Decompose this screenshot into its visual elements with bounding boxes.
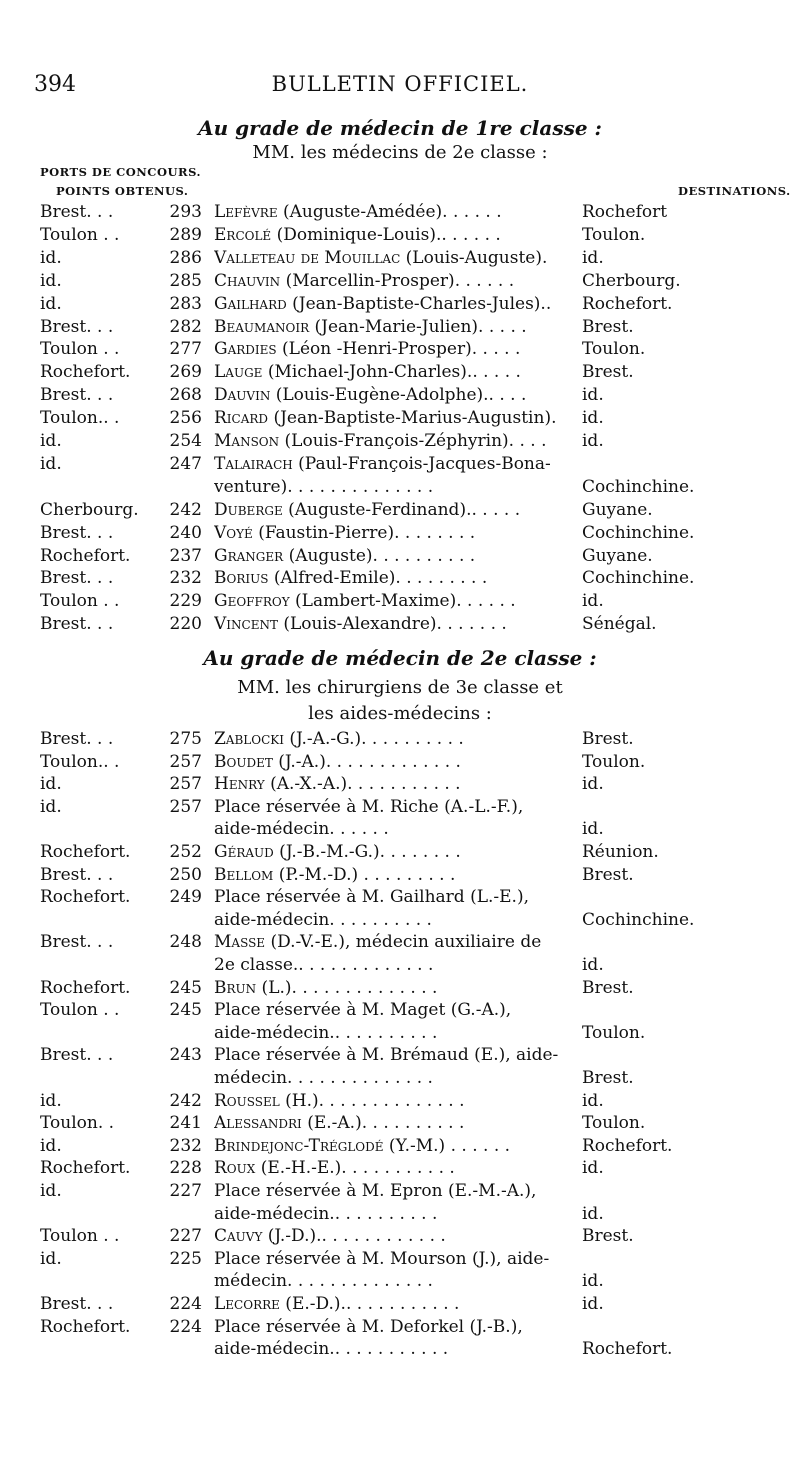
destination-cell: Cochinchine.	[582, 522, 695, 543]
points-cell: 241	[169, 1113, 202, 1134]
surname: Gailhard	[214, 293, 287, 314]
surname: Gardies	[214, 339, 277, 360]
name-cell: Voyé (Faustin-Pierre). . . . . . . .	[214, 522, 476, 543]
points-cell: 286	[169, 247, 202, 268]
destination-cell: id.	[582, 385, 604, 406]
destination-cell: Rochefort.	[582, 293, 673, 314]
points-cell: 254	[169, 431, 202, 451]
destination-cell: id.	[582, 1294, 604, 1314]
destination-cell: Brest.	[582, 864, 634, 885]
points-cell: 289	[169, 224, 202, 245]
name-cell: aide-médecin.. . . . . . . . . .	[214, 1203, 438, 1224]
destination-cell: id.	[582, 1158, 604, 1179]
destination-cell: id.	[582, 955, 604, 975]
name-cell: Gailhard (Jean-Baptiste-Charles-Jules)..	[214, 293, 552, 314]
running-head	[34, 72, 766, 102]
port-cell: Brest. . .	[40, 202, 114, 222]
destination-cell: Brest.	[582, 1068, 634, 1088]
section-intro-second-class-line1: MM. les chirurgiens de 3e classe et	[237, 677, 563, 698]
destination-cell: id.	[582, 431, 604, 451]
port-cell: Toulon . .	[40, 339, 120, 360]
name-cell: Vincent (Louis-Alexandre). . . . . . .	[214, 614, 507, 635]
points-cell: 252	[169, 842, 202, 862]
surname: Masse	[214, 932, 266, 953]
name-cell: Brun (L.). . . . . . . . . . . . . .	[214, 977, 438, 998]
name-cell: Roussel (H.). . . . . . . . . . . . . .	[214, 1090, 465, 1111]
destination-cell: id.	[582, 591, 604, 612]
port-cell: Toulon . .	[40, 1000, 120, 1021]
port-cell: Toulon.. .	[40, 751, 120, 772]
destination-cell: id.	[582, 774, 604, 795]
name-cell: médecin. . . . . . . . . . . . . .	[214, 1068, 433, 1088]
section-heading-second-class: Au grade de médecin de 2e classe :	[203, 646, 597, 670]
points-cell: 245	[169, 1000, 202, 1021]
name-cell: Beaumanoir (Jean-Marie-Julien). . . . .	[214, 316, 527, 337]
destination-cell: id.	[582, 1203, 604, 1224]
port-cell: Brest. . .	[40, 1294, 114, 1314]
points-cell: 269	[169, 362, 202, 383]
name-cell: Lecorre (E.-D.).. . . . . . . . . . .	[214, 1294, 460, 1314]
surname: Chauvin	[214, 270, 281, 291]
port-cell: Rochefort.	[40, 1316, 131, 1337]
surname: Ercolé	[214, 224, 272, 245]
port-cell: Rochefort.	[40, 842, 131, 862]
surname: Talairach	[214, 453, 293, 474]
port-cell: Rochefort.	[40, 977, 131, 998]
port-cell: Brest. . .	[40, 614, 114, 635]
name-cell: Place réservée à M. Epron (E.-M.-A.),	[214, 1181, 537, 1201]
name-cell: Roux (E.-H.-E.). . . . . . . . . . .	[214, 1158, 455, 1179]
port-cell: Brest. . .	[40, 1045, 114, 1066]
port-cell: Brest. . .	[40, 316, 114, 337]
points-cell: 256	[169, 408, 202, 429]
port-cell: id.	[40, 774, 62, 795]
name-cell: aide-médecin.. . . . . . . . . . .	[214, 1339, 449, 1360]
surname: Brun	[214, 977, 257, 998]
name-cell: Zablocki (J.-A.-G.). . . . . . . . . .	[214, 729, 464, 749]
points-cell: 227	[169, 1181, 202, 1201]
name-cell: Place réservée à M. Riche (A.-L.-F.),	[214, 796, 524, 817]
port-cell: Rochefort.	[40, 545, 131, 566]
name-cell: 2e classe.. . . . . . . . . . . . .	[214, 955, 434, 975]
page-number: 394	[34, 72, 76, 97]
points-cell: 249	[169, 887, 202, 908]
points-cell: 232	[169, 1135, 202, 1156]
points-cell: 228	[169, 1158, 202, 1179]
name-cell: Masse (D.-V.-E.), médecin auxiliaire de	[214, 932, 542, 953]
destination-cell: Réunion.	[582, 842, 659, 862]
points-cell: 257	[169, 774, 202, 795]
surname: Boudet	[214, 751, 273, 772]
surname: Manson	[214, 431, 280, 451]
name-cell: médecin. . . . . . . . . . . . . .	[214, 1271, 433, 1292]
surname: Geoffroy	[214, 591, 290, 612]
surname: Henry	[214, 774, 265, 795]
port-cell: id.	[40, 270, 62, 291]
destination-cell: Guyane.	[582, 499, 653, 520]
name-cell: Boudet (J.-A.). . . . . . . . . . . . .	[214, 751, 461, 772]
name-cell: Brindejonc-Tréglodé (Y.-M.) . . . . . .	[214, 1135, 511, 1156]
name-cell: Henry (A.-X.-A.). . . . . . . . . . .	[214, 774, 461, 795]
points-cell: 283	[169, 293, 202, 314]
port-cell: id.	[40, 1090, 62, 1111]
port-cell: Toulon. .	[40, 1113, 115, 1134]
name-cell: Place réservée à M. Brémaud (E.), aide-	[214, 1045, 559, 1066]
name-cell: aide-médecin.. . . . . . . . . .	[214, 1022, 438, 1043]
column-header-destinations: DESTINATIONS.	[678, 184, 791, 198]
points-cell: 248	[169, 932, 202, 953]
points-cell: 275	[169, 729, 202, 749]
journal-title: BULLETIN OFFICIEL.	[271, 72, 529, 96]
surname: Roussel	[214, 1090, 280, 1111]
name-cell: Borius (Alfred-Emile). . . . . . . . .	[214, 568, 488, 589]
destination-cell: Brest.	[582, 362, 634, 383]
port-cell: Brest. . .	[40, 932, 114, 953]
points-cell: 250	[169, 864, 202, 885]
destination-cell: Brest.	[582, 316, 634, 337]
points-cell: 245	[169, 977, 202, 998]
name-cell: Duberge (Auguste-Ferdinand).. . . . .	[214, 499, 521, 520]
points-cell: 285	[169, 270, 202, 291]
port-cell: id.	[40, 1135, 62, 1156]
destination-cell: Cherbourg.	[582, 270, 681, 291]
destination-cell: Rochefort.	[582, 1339, 673, 1360]
name-cell: Chauvin (Marcellin-Prosper). . . . . .	[214, 270, 515, 291]
destination-cell: Brest.	[582, 977, 634, 998]
points-cell: 277	[169, 339, 202, 360]
name-cell: venture). . . . . . . . . . . . . .	[214, 476, 434, 497]
port-cell: Cherbourg.	[40, 499, 139, 520]
surname: Brindejonc-Tréglodé	[214, 1135, 384, 1156]
destination-cell: Guyane.	[582, 545, 653, 566]
points-cell: 257	[169, 751, 202, 772]
name-cell: Ercolé (Dominique-Louis).. . . . . .	[214, 224, 501, 245]
points-cell: 224	[169, 1294, 202, 1314]
name-cell: aide-médecin. . . . . .	[214, 819, 389, 840]
destination-cell: Toulon.	[582, 1022, 646, 1043]
name-cell: Dauvin (Louis-Eugène-Adolphe).. . . .	[214, 385, 527, 406]
surname: Valleteau de Mouillac	[214, 247, 401, 268]
points-cell: 225	[169, 1248, 202, 1269]
name-cell: Geoffroy (Lambert-Maxime). . . . . .	[214, 591, 516, 612]
points-cell: 293	[169, 202, 202, 222]
surname: Roux	[214, 1158, 256, 1179]
points-cell: 237	[169, 545, 202, 566]
destination-cell: Toulon.	[582, 751, 646, 772]
surname: Lecorre	[214, 1294, 280, 1314]
surname: Dauvin	[214, 385, 271, 406]
surname: Lefèvre	[214, 202, 278, 222]
surname: Borius	[214, 568, 269, 589]
points-cell: 282	[169, 316, 202, 337]
destination-cell: id.	[582, 1090, 604, 1111]
port-cell: id.	[40, 431, 62, 451]
column-header-points: POINTS OBTENUS.	[56, 184, 189, 198]
surname: Lauge	[214, 362, 263, 383]
destination-cell: id.	[582, 819, 604, 840]
port-cell: Toulon.. .	[40, 408, 120, 429]
destination-cell: Toulon.	[582, 339, 646, 360]
surname: Ricard	[214, 408, 269, 429]
column-header-ports: PORTS DE CONCOURS.	[40, 165, 201, 179]
destination-cell: Cochinchine.	[582, 476, 695, 497]
name-cell: Manson (Louis-François-Zéphyrin). . . .	[214, 431, 547, 451]
name-cell: Géraud (J.-B.-M.-G.). . . . . . . .	[214, 842, 461, 862]
points-cell: 243	[169, 1045, 202, 1066]
points-cell: 232	[169, 568, 202, 589]
surname: Duberge	[214, 499, 283, 520]
surname: Géraud	[214, 842, 274, 862]
destination-cell: id.	[582, 247, 604, 268]
destination-cell: Cochinchine.	[582, 568, 695, 589]
destination-cell: Toulon.	[582, 1113, 646, 1134]
name-cell: Gardies (Léon -Henri-Prosper). . . . .	[214, 339, 521, 360]
points-cell: 268	[169, 385, 202, 406]
points-cell: 224	[169, 1316, 202, 1337]
surname: Granger	[214, 545, 284, 566]
surname: Bellom	[214, 864, 274, 885]
section-intro-second-class-line2: les aides-médecins :	[308, 703, 492, 724]
port-cell: Brest. . .	[40, 568, 114, 589]
points-cell: 242	[169, 1090, 202, 1111]
port-cell: Brest. . .	[40, 729, 114, 749]
points-cell: 247	[169, 453, 202, 474]
section-intro-first-class: MM. les médecins de 2e classe :	[252, 142, 548, 163]
port-cell: Rochefort.	[40, 1158, 131, 1179]
port-cell: id.	[40, 247, 62, 268]
port-cell: Brest. . .	[40, 385, 114, 406]
port-cell: Toulon . .	[40, 1226, 120, 1247]
surname: Alessandri	[214, 1113, 302, 1134]
name-cell: Place réservée à M. Deforkel (J.-B.),	[214, 1316, 523, 1337]
port-cell: id.	[40, 796, 62, 817]
port-cell: id.	[40, 293, 62, 314]
points-cell: 227	[169, 1226, 202, 1247]
name-cell: Place réservée à M. Gailhard (L.-E.),	[214, 887, 529, 908]
name-cell: Alessandri (E.-A.). . . . . . . . . .	[214, 1113, 465, 1134]
name-cell: Lefèvre (Auguste-Amédée). . . . . .	[214, 202, 502, 222]
name-cell: Valleteau de Mouillac (Louis-Auguste).	[214, 247, 548, 268]
port-cell: id.	[40, 1181, 62, 1201]
points-cell: 229	[169, 591, 202, 612]
destination-cell: Brest.	[582, 729, 634, 749]
name-cell: Bellom (P.-M.-D.) . . . . . . . . .	[214, 864, 456, 885]
name-cell: aide-médecin. . . . . . . . . .	[214, 909, 432, 930]
destination-cell: id.	[582, 1271, 604, 1292]
name-cell: Place réservée à M. Mourson (J.), aide-	[214, 1248, 550, 1269]
port-cell: Rochefort.	[40, 887, 131, 908]
destination-cell: Brest.	[582, 1226, 634, 1247]
surname: Voyé	[214, 522, 253, 543]
port-cell: Toulon . .	[40, 224, 120, 245]
destination-cell: Toulon.	[582, 224, 646, 245]
port-cell: id.	[40, 1248, 62, 1269]
section-heading-first-class: Au grade de médecin de 1re classe :	[198, 116, 602, 140]
surname: Vincent	[214, 614, 278, 635]
surname: Beaumanoir	[214, 316, 310, 337]
name-cell: Cauvy (J.-D.).. . . . . . . . . . . .	[214, 1226, 446, 1247]
port-cell: id.	[40, 453, 62, 474]
port-cell: Rochefort.	[40, 362, 131, 383]
destination-cell: Rochefort.	[582, 1135, 673, 1156]
name-cell: Granger (Auguste). . . . . . . . . .	[214, 545, 476, 566]
port-cell: Brest. . .	[40, 522, 114, 543]
name-cell: Ricard (Jean-Baptiste-Marius-Augustin).	[214, 408, 557, 429]
points-cell: 240	[169, 522, 202, 543]
points-cell: 220	[169, 614, 202, 635]
points-cell: 257	[169, 796, 202, 817]
destination-cell: Sénégal.	[582, 614, 657, 635]
name-cell: Talairach (Paul-François-Jacques-Bona-	[214, 453, 551, 474]
name-cell: Place réservée à M. Maget (G.-A.),	[214, 1000, 512, 1021]
points-cell: 242	[169, 499, 202, 520]
surname: Zablocki	[214, 729, 284, 749]
name-cell: Lauge (Michael-John-Charles).. . . . .	[214, 362, 521, 383]
destination-cell: Cochinchine.	[582, 909, 695, 930]
port-cell: Brest. . .	[40, 864, 114, 885]
destination-cell: id.	[582, 408, 604, 429]
port-cell: Toulon . .	[40, 591, 120, 612]
surname: Cauvy	[214, 1226, 263, 1247]
destination-cell: Rochefort	[582, 202, 668, 222]
